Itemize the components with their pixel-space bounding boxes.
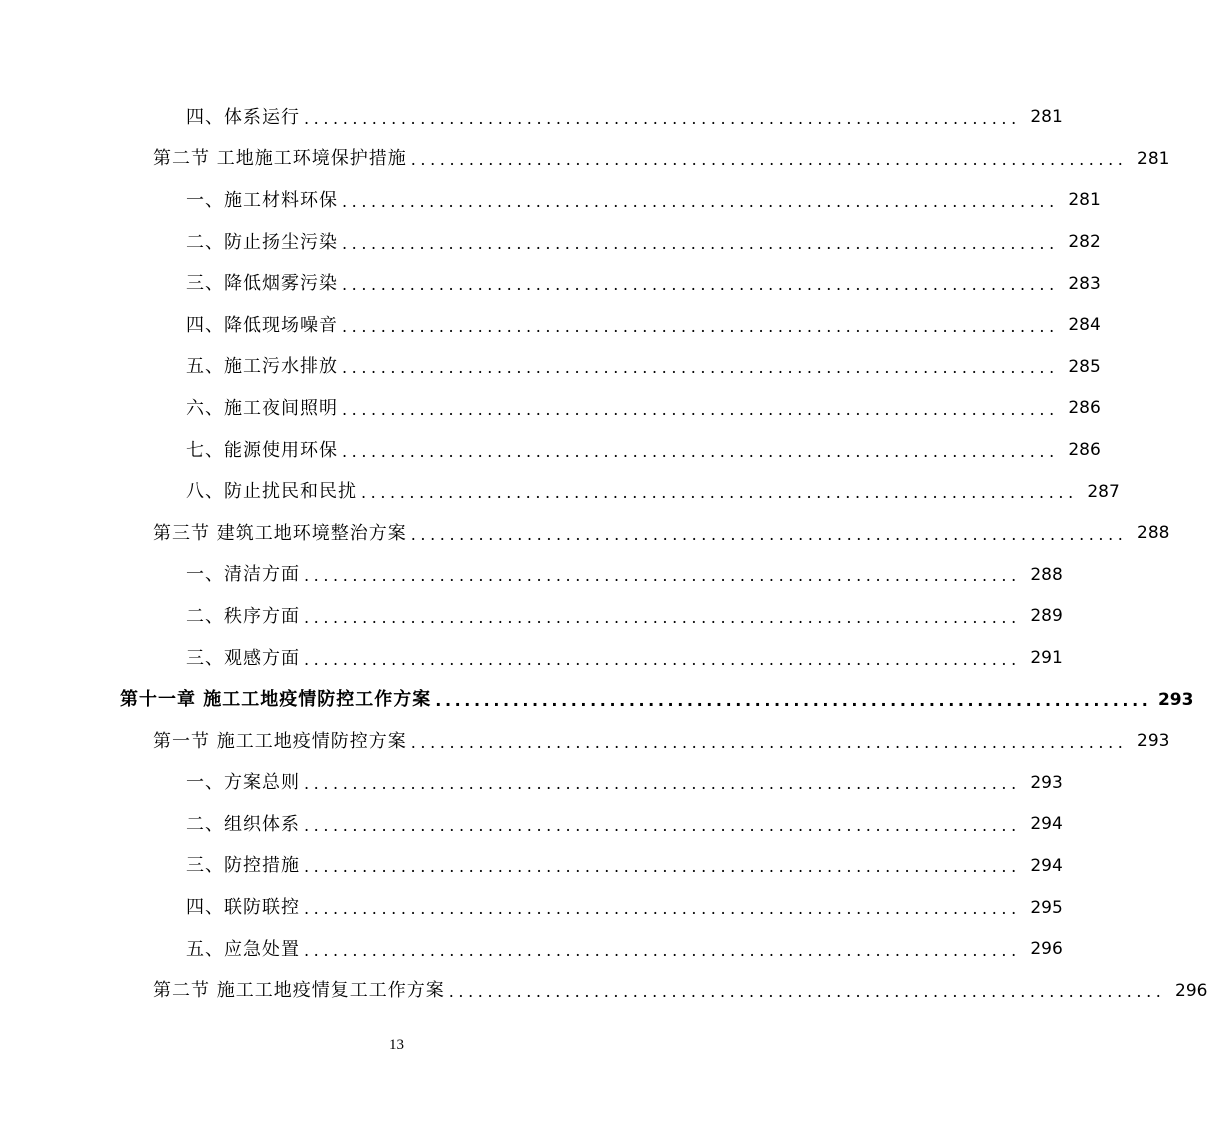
toc-leader-dots: .......................................................................... bbox=[304, 774, 1021, 794]
toc-leader-dots: .......................................................................... bbox=[342, 275, 1059, 295]
toc-leader-dots: .......................................................................... bbox=[410, 524, 1128, 544]
toc-entry-page: 285 bbox=[1068, 356, 1101, 377]
toc-entry-title: 三、降低烟雾污染 bbox=[186, 273, 338, 295]
toc-leader-dots: .......................................................................... bbox=[304, 566, 1021, 586]
toc-entry-title: 二、组织体系 bbox=[186, 813, 300, 835]
toc-entry-title: 第三节 建筑工地环境整治方案 bbox=[153, 522, 407, 544]
toc-entry[interactable] bbox=[0, 555, 1063, 597]
toc-entry-title: 第二节 施工工地疫情复工工作方案 bbox=[153, 980, 445, 1002]
toc-entry-page: 288 bbox=[1137, 523, 1170, 544]
toc-entry-title: 四、联防联控 bbox=[186, 897, 300, 919]
toc-entry-page: 281 bbox=[1030, 107, 1063, 128]
toc-entry-page: 283 bbox=[1068, 273, 1101, 294]
toc-leader-dots: .......................................................................... bbox=[304, 899, 1021, 919]
toc-entry[interactable] bbox=[0, 347, 1101, 389]
table-of-contents bbox=[0, 97, 1208, 1012]
toc-entry-page: 294 bbox=[1030, 855, 1063, 876]
toc-entry[interactable] bbox=[0, 763, 1063, 805]
toc-entry[interactable] bbox=[0, 638, 1063, 680]
toc-entry[interactable] bbox=[0, 721, 1170, 763]
toc-entry-title: 一、施工材料环保 bbox=[186, 189, 338, 211]
toc-leader-dots: .......................................................................... bbox=[342, 358, 1059, 378]
toc-entry-page: 286 bbox=[1068, 440, 1101, 461]
toc-entry-title: 三、防控措施 bbox=[186, 855, 300, 877]
toc-entry[interactable] bbox=[0, 430, 1101, 472]
toc-entry[interactable] bbox=[0, 513, 1170, 555]
toc-entry-title: 七、能源使用环保 bbox=[186, 439, 338, 461]
toc-entry-page: 294 bbox=[1030, 814, 1063, 835]
toc-entry-page: 293 bbox=[1157, 689, 1194, 710]
toc-entry-title: 八、防止扰民和民扰 bbox=[186, 481, 357, 503]
toc-entry-title: 第二节 工地施工环境保护措施 bbox=[153, 148, 407, 170]
toc-entry[interactable] bbox=[0, 887, 1063, 929]
toc-entry[interactable] bbox=[0, 471, 1120, 513]
toc-entry-page: 282 bbox=[1068, 232, 1101, 253]
toc-entry[interactable] bbox=[0, 679, 1194, 721]
toc-entry-page: 287 bbox=[1087, 481, 1120, 502]
toc-entry-page: 293 bbox=[1030, 772, 1063, 793]
toc-leader-dots: .......................................................................... bbox=[342, 191, 1059, 211]
toc-entry-page: 296 bbox=[1175, 980, 1208, 1001]
toc-leader-dots: .......................................................................... bbox=[304, 940, 1021, 960]
toc-entry[interactable] bbox=[0, 97, 1063, 139]
toc-entry-page: 281 bbox=[1137, 148, 1170, 169]
toc-leader-dots: .......................................................................... bbox=[410, 732, 1128, 752]
toc-entry-title: 一、清洁方面 bbox=[186, 564, 300, 586]
toc-leader-dots: .......................................................................... bbox=[304, 108, 1021, 128]
toc-entry-title: 三、观感方面 bbox=[186, 647, 300, 669]
toc-entry[interactable] bbox=[0, 388, 1101, 430]
toc-entry[interactable] bbox=[0, 970, 1208, 1012]
toc-entry-title: 第十一章 施工工地疫情防控工作方案 bbox=[120, 689, 432, 711]
toc-leader-dots: .......................................................................... bbox=[342, 441, 1059, 461]
toc-entry-title: 四、体系运行 bbox=[186, 106, 300, 128]
toc-entry[interactable] bbox=[0, 804, 1063, 846]
toc-entry[interactable] bbox=[0, 596, 1063, 638]
toc-entry-title: 五、施工污水排放 bbox=[186, 356, 338, 378]
toc-leader-dots: .......................................................................... bbox=[342, 233, 1059, 253]
toc-entry-title: 五、应急处置 bbox=[186, 938, 300, 960]
toc-entry-page: 296 bbox=[1030, 939, 1063, 960]
toc-leader-dots: .......................................................................... bbox=[304, 815, 1021, 835]
toc-leader-dots: .......................................................................... bbox=[304, 857, 1021, 877]
toc-entry-title: 六、施工夜间照明 bbox=[186, 397, 338, 419]
toc-entry[interactable] bbox=[0, 929, 1063, 971]
toc-leader-dots: .......................................................................... bbox=[361, 483, 1078, 503]
toc-leader-dots: .......................................................................... bbox=[448, 982, 1166, 1002]
toc-entry[interactable] bbox=[0, 180, 1101, 222]
toc-leader-dots: .......................................................................... bbox=[342, 399, 1059, 419]
toc-entry-page: 281 bbox=[1068, 190, 1101, 211]
toc-leader-dots: .......................................................................... bbox=[304, 607, 1021, 627]
toc-entry-title: 二、秩序方面 bbox=[186, 605, 300, 627]
toc-entry-title: 第一节 施工工地疫情防控方案 bbox=[153, 730, 407, 752]
toc-entry-title: 一、方案总则 bbox=[186, 772, 300, 794]
toc-entry-page: 288 bbox=[1030, 564, 1063, 585]
toc-entry-title: 四、降低现场噪音 bbox=[186, 314, 338, 336]
toc-entry-page: 284 bbox=[1068, 315, 1101, 336]
toc-leader-dots: .......................................................................... bbox=[342, 316, 1059, 336]
toc-entry[interactable] bbox=[0, 139, 1170, 181]
toc-entry-title: 二、防止扬尘污染 bbox=[186, 231, 338, 253]
page-number: 13 bbox=[389, 1037, 404, 1053]
toc-entry[interactable] bbox=[0, 263, 1101, 305]
toc-entry-page: 286 bbox=[1068, 398, 1101, 419]
toc-leader-dots: .......................................................................... bbox=[435, 691, 1152, 711]
toc-leader-dots: .......................................................................... bbox=[304, 649, 1021, 669]
toc-entry-page: 291 bbox=[1030, 648, 1063, 669]
toc-entry-page: 293 bbox=[1137, 731, 1170, 752]
toc-entry[interactable] bbox=[0, 222, 1101, 264]
toc-entry[interactable] bbox=[0, 305, 1101, 347]
toc-entry-page: 295 bbox=[1030, 897, 1063, 918]
toc-entry-page: 289 bbox=[1030, 606, 1063, 627]
toc-entry[interactable] bbox=[0, 846, 1063, 888]
toc-leader-dots: .......................................................................... bbox=[410, 150, 1128, 170]
